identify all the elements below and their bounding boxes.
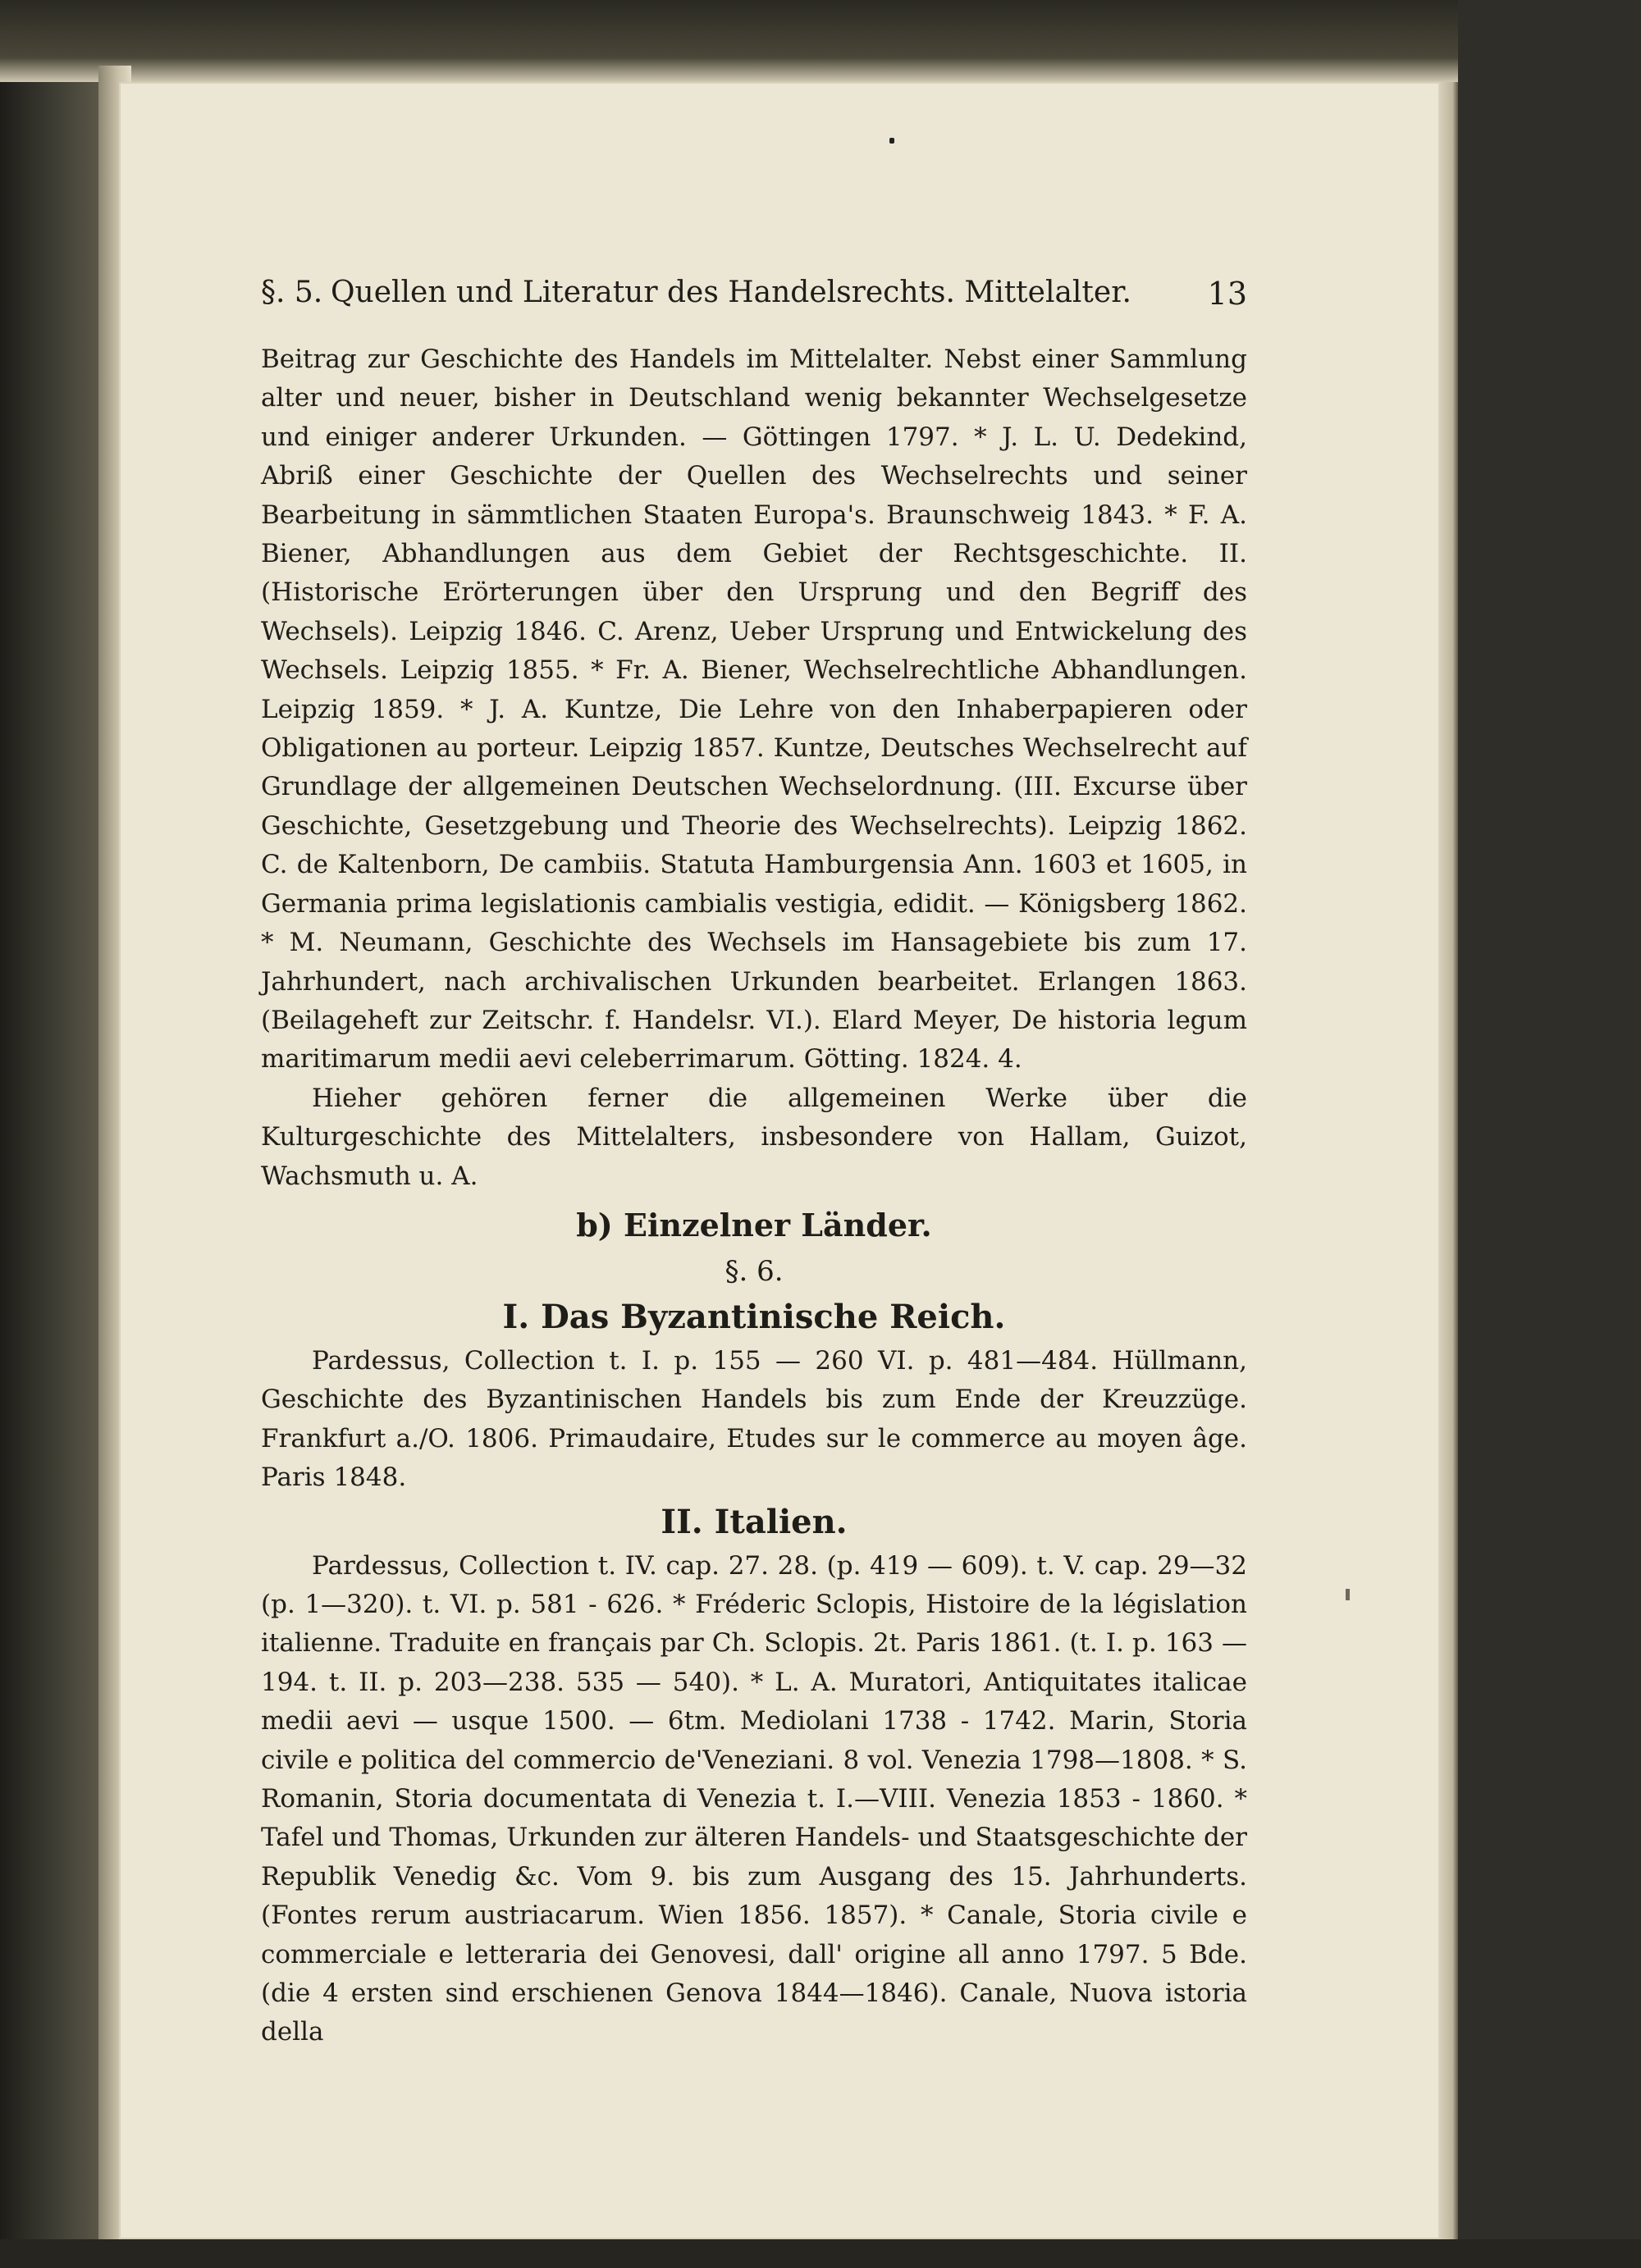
part-two-text: Pardessus, Collection t. IV. cap. 27. 28. (p. 419 — 609). t. V. cap. 29—32 (p. 1—320). t. VI. p. 581 - 626. * Fréderic Sclopis, Histoire de la législation italienne. Traduite en français par Ch. Sclopis. 2t. Paris 1861. (t. I. p. 163 — 194. t. II. p. 203—238. 535 — 540). * L. A. Muratori, Antiquitates italicae medii aevi — usque 1500. — 6tm. Mediolani 1738 - 1742. Marin, Storia civile e politica del commercio de'Veneziani. 8 vol. Venezia 1798—1808. * S. Romanin, Storia documentata di Venezia t. I.—VIII. Venezia 1853 - 1860. * Tafel und Thomas, Urkunden zur älteren Handels- und Staatsgeschichte der Republik Venedig &c. Vom 9. bis zum Ausgang des 15. Jahrhunderts. (Fontes rerum austriacarum. Wien 1856. 1857). * Canale, Storia civile e commerciale e letteraria dei Genovesi, dall' origine all anno 1797. 5 Bde. (die 4 ersten sind erschienen Genova 1844—1846). Canale, Nuova istoria della (261, 1550, 1247, 2047)
subheading: b) Einzelner Länder. (576, 1206, 932, 1244)
margin-mark (1346, 1589, 1350, 1600)
part-one-text: Pardessus, Collection t. I. p. 155 — 260 VI. p. 481—484. Hüllmann, Geschichte des Byzantinischen Handels bis zum Ende der Kreuzzüge. Frankfurt a./O. 1806. Primaudaire, Etudes sur le commerce au moyen âge. Paris 1848. (261, 1345, 1247, 1493)
part-one-heading: I. Das Byzantinische Reich. (502, 1297, 1006, 1336)
page-edge (1440, 82, 1458, 2239)
page-number: 13 (1207, 276, 1247, 312)
scanner-backdrop-bottom (0, 2239, 1641, 2268)
running-head (261, 276, 1247, 317)
book-top-edge (0, 0, 1477, 82)
page-body (261, 340, 1247, 2052)
ink-speck (889, 138, 894, 144)
running-head-title: Quellen und Literatur des Handelsrechts. Mittelalter. (331, 276, 1131, 309)
running-head-section: §. 5. (261, 276, 323, 309)
general-works-paragraph: Hieher gehören ferner die allgemeinen Werke über die Kulturgeschichte des Mittelalters, insbesondere von Hallam, Guizot, Wachsmuth u. A. (261, 1083, 1247, 1191)
section-mark: §. 6. (725, 1254, 784, 1288)
part-two-heading: II. Italien. (661, 1502, 848, 1541)
bibliography-paragraph: Beitrag zur Geschichte des Handels im Mittelalter. Nebst einer Sammlung alter und neuer, bisher in Deutschland wenig bekannter Wechselgesetze und einiger anderer Urkunden. — Göttingen 1797. * J. L. U. Dedekind, Abriß einer Geschichte der Quellen des Wechselrechts und seiner Bearbeitung in sämmtlichen Staaten Europa's. Braunschweig 1843. * F. A. Biener, Abhandlungen aus dem Gebiet der Rechtsgeschichte. II. (Historische Erörterungen über den Ursprung und den Begriff des Wechsels). Leipzig 1846. C. Arenz, Ueber Ursprung und Entwickelung des Wechsels. Leipzig 1855. * Fr. A. Biener, Wechselrechtliche Abhandlungen. Leipzig 1859. * J. A. Kuntze, Die Lehre von den Inhaberpapieren oder Obligationen au porteur. Leipzig 1857. Kuntze, Deutsches Wechselrecht auf Grundlage der allgemeinen Deutschen Wechselordnung. (III. Excurse über Geschichte, Gesetzgebung und Theorie des Wechselrechts). Leipzig 1862. C. de Kaltenborn, De cambiis. Statuta Hamburgensia Ann. 1603 et 1605, in Germania prima legislationis cambialis vestigia, edidit. — Königsberg 1862. * M. Neumann, Geschichte des Wechsels im Hansagebiete bis zum 17. Jahrhundert, nach archivalischen Urkunden bearbeitet. Erlangen 1863. (Beilageheft zur Zeitschr. f. Handelsr. VI.). Elard Meyer, De historia legum maritimarum medii aevi celeberrimarum. Götting. 1824. 4. (261, 345, 1247, 1075)
scanner-backdrop-right (1458, 0, 1641, 2268)
